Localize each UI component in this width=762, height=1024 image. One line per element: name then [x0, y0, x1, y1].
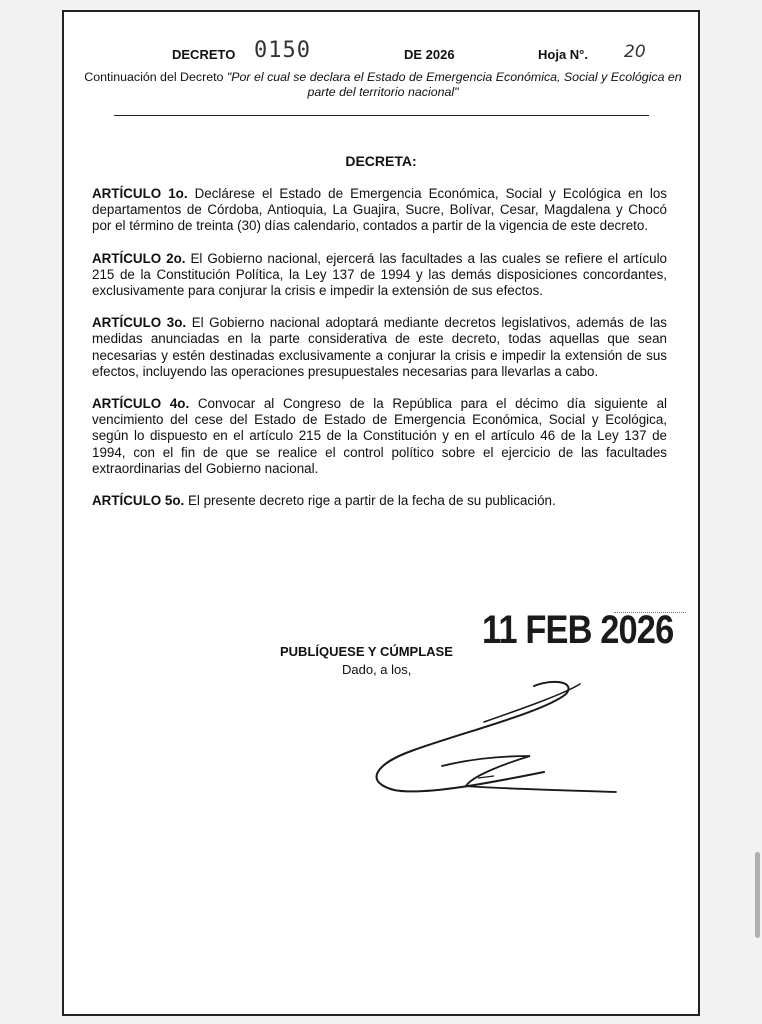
handwritten-signature: [354, 672, 634, 812]
articles-body: [92, 186, 667, 525]
sheet-number: 20: [624, 42, 646, 62]
decree-year: DE 2026: [404, 47, 455, 62]
article-5: [92, 493, 667, 509]
dado-line: Dado, a los,: [342, 662, 412, 677]
decree-title: "Por el cual se declara el Estado de Emergencia Económica, Social y Ecológica en parte del territorio nacional": [226, 70, 682, 99]
article-text: El Gobierno nacional, ejercerá las facultades a las cuales se refiere el artículo 215 de la Constitución Política, la Ley 137 de 1994 y las demás disposiciones concordantes, exclusivamente para conjurar la crisis e impedir la extensión de sus efectos.: [92, 250, 667, 299]
article-1: [92, 186, 667, 235]
article-3: [92, 315, 667, 380]
decreta-heading: DECRETA:: [345, 153, 417, 169]
continuation-line: [84, 70, 682, 100]
article-text: Convocar al Congreso de la República para el décimo día siguiente al vencimiento del cese del Estado de Estado de Emergencia Económica, Social y Ecológica, según lo dispuesto en el artículo 215 de la Constitución y en el artículo 46 de la Ley 137 de 1994, con el fin de que se realice el control político sobre el ejercicio de las facultades extraordinarias del Gobierno nacional.: [92, 396, 667, 476]
continuation-prefix: Continuación del Decreto: [84, 70, 227, 84]
article-label: ARTÍCULO 5o.: [92, 493, 185, 509]
decree-header: [64, 38, 698, 68]
publiquese-heading: PUBLÍQUESE Y CÚMPLASE: [280, 644, 453, 659]
article-text: El Gobierno nacional adoptará mediante decretos legislativos, además de las medidas anunciadas en la parte considerativa de este decreto, todas aquellas que sean necesarias y estén destinadas exclusivamente a conjurar la crisis e impedir la extensión de sus efectos, incluyendo las operaciones presupuestales necesarias para llevarlas a cabo.: [92, 315, 667, 379]
article-label: ARTÍCULO 4o.: [92, 396, 190, 412]
document-page: [62, 10, 700, 1016]
article-label: ARTÍCULO 3o.: [92, 315, 187, 331]
decreto-label: DECRETO: [172, 47, 236, 62]
scrollbar-track[interactable]: [752, 0, 762, 1024]
article-label: ARTÍCULO 1o.: [92, 186, 188, 201]
scrollbar-thumb[interactable]: [755, 852, 760, 938]
article-4: [92, 396, 667, 477]
article-label: ARTÍCULO 2o.: [92, 250, 186, 266]
article-2: [92, 251, 667, 300]
article-text: El presente decreto rige a partir de la fecha de su publicación.: [184, 493, 556, 509]
header-divider: [114, 115, 649, 116]
date-stamp: 11 FEB 2026: [482, 608, 674, 652]
decreto-number: 0150: [254, 38, 311, 63]
sheet-label: Hoja N°.: [538, 47, 588, 62]
article-text: Declárese el Estado de Emergencia Económica, Social y Ecológica en los departamentos de Córdoba, Antioquia, La Guajira, Sucre, Bolívar, Cesar, Magdalena y Chocó por el término de treinta (30) días calendario, contados a partir de la vigencia de este decreto.: [92, 186, 667, 234]
